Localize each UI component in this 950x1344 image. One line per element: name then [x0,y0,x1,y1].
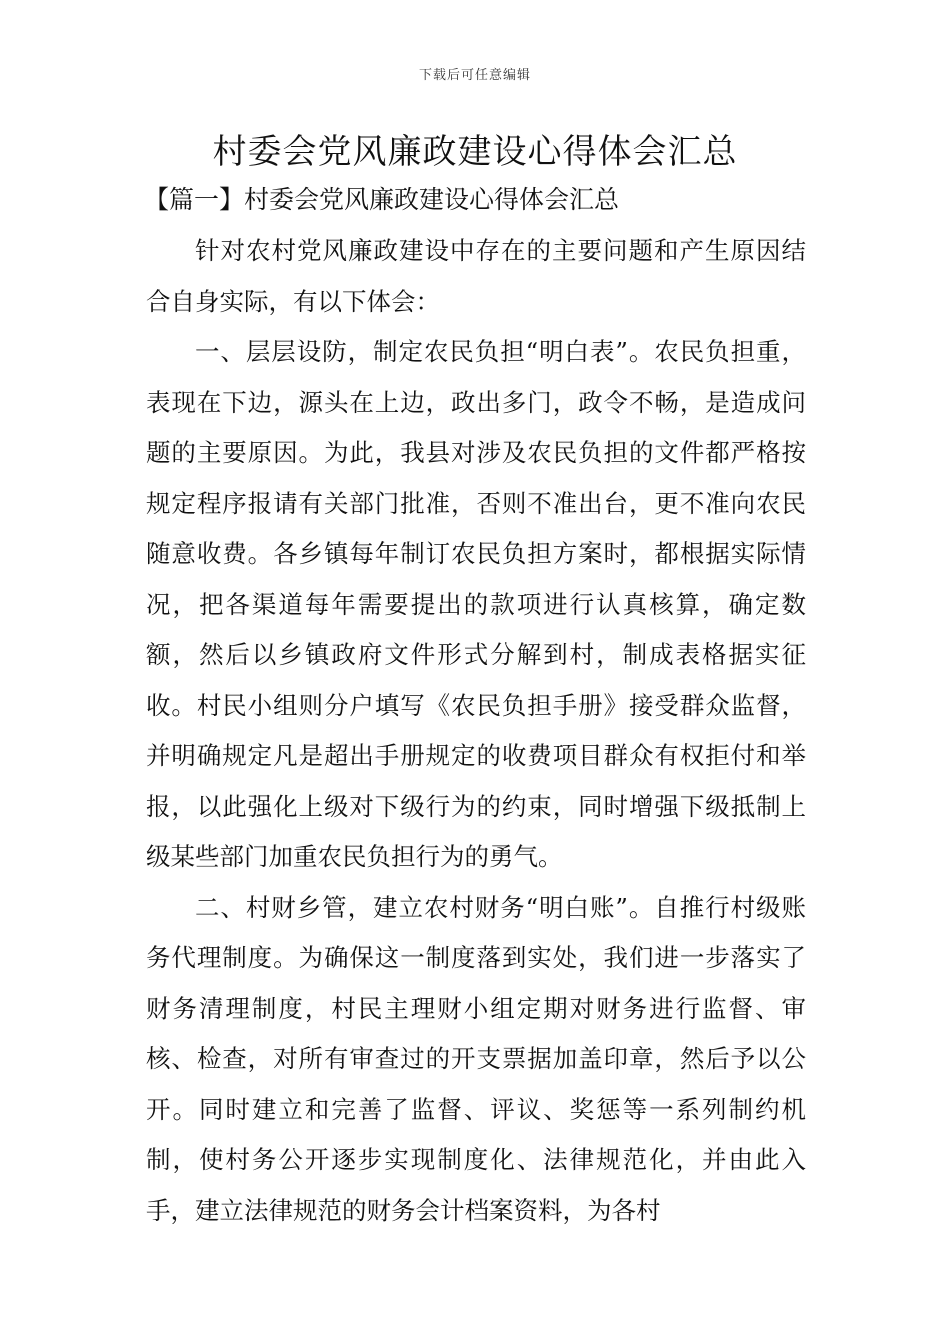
header-note: 下载后可任意编辑 [418,68,531,83]
document-title: 村委会党风廉政建设心得体会汇总 [212,132,738,172]
paragraph-intro: 针对农村党风廉政建设中存在的主要问题和产生原因结合自身实际，有以下体会： [146,236,806,316]
document-body [146,226,806,1236]
paragraph-point-two: 二、村财乡管，建立农村财务“明白账”。自推行村级账务代理制度。为确保这一制度落到实处，我们进一步落实了财务清理制度，村民主理财小组定期对财务进行监督、审核、检查，对所有审查过的开支票据加盖印章，然后予以公开。同时建立和完善了监督、评议、奖惩等一系列制约机制，使村务公开逐步实现制度化、法律规范化，并由此入手，建立法律规范的财务会计档案资料，为各村 [146,892,806,1225]
section-heading: 【篇一】村委会党风廉政建设心得体会汇总 [144,185,620,214]
paragraph-point-one: 一、层层设防，制定农民负担“明白表”。农民负担重，表现在下边，源头在上边，政出多门，政令不畅，是造成问题的主要原因。为此，我县对涉及农民负担的文件都严格按规定程序报请有关部门批准，否则不准出台，更不准向农民随意收费。各乡镇每年制订农民负担方案时，都根据实际情况，把各渠道每年需要提出的款项进行认真核算，确定数额，然后以乡镇政府文件形式分解到村，制成表格据实征收。村民小组则分户填写《农民负担手册》接受群众监督，并明确规定凡是超出手册规定的收费项目群众有权拒付和举报，以此强化上级对下级行为的约束，同时增强下级抵制上级某些部门加重农民负担行为的勇气。 [146,337,806,871]
